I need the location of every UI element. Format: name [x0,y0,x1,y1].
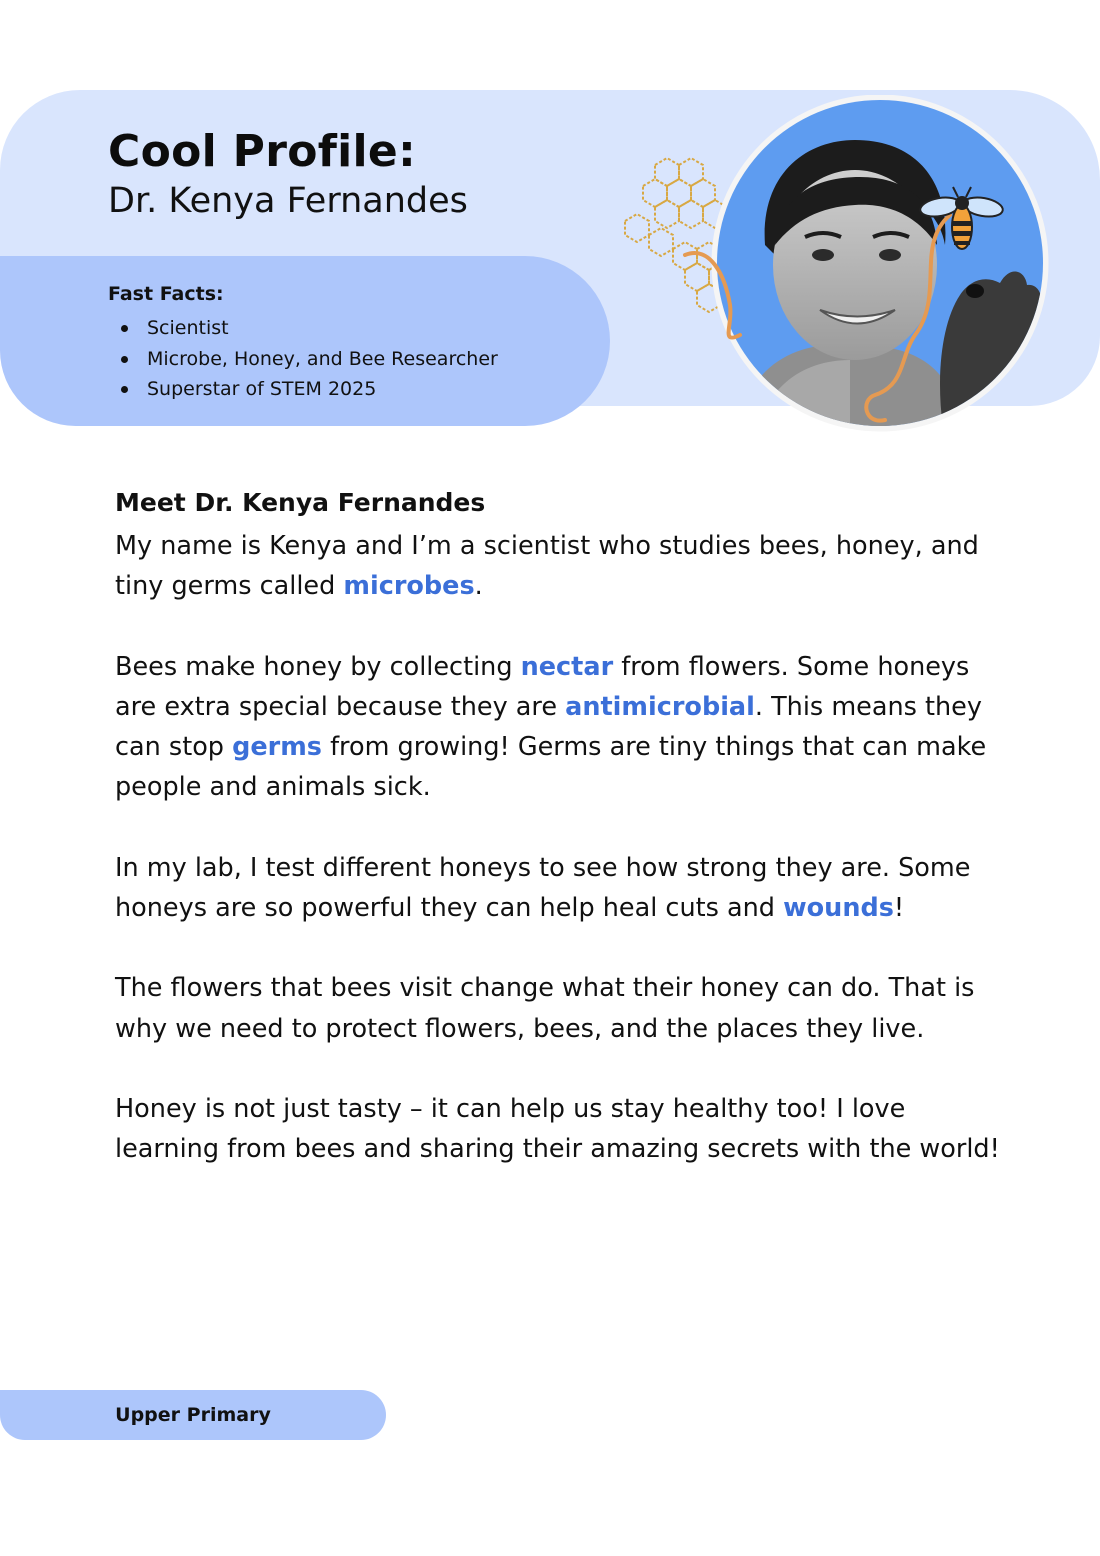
fast-fact-text: Scientist [147,317,229,339]
keyword-microbes: microbes [343,571,475,602]
text: ! [893,893,905,924]
profile-name: Dr. Kenya Fernandes [108,181,468,221]
fast-fact-text: Microbe, Honey, and Bee Researcher [147,347,498,370]
text: . This means they can stop [115,691,982,763]
paragraph-intro [115,526,1015,607]
keyword-germs: germs [232,732,322,763]
fast-fact-item [121,313,498,344]
fast-fact-text: Superstar of STEM 2025 [147,378,377,400]
text: My name is Kenya and I’m a scientist who studies bees, honey, and tiny germs called [115,531,979,602]
text: from flowers. Some honeys are extra special because they are [115,651,970,722]
text: from growing! Germs are tiny things that can make people and animals sick. [115,732,987,803]
section-heading: Meet Dr. Kenya Fernandes [115,488,486,517]
keyword-antimicrobial: antimicrobial [565,691,755,722]
paragraph-closing: Honey is not just tasty – it can help us stay healthy too! I love learning from bees and sharing their amazing secrets with the world! [115,1093,1000,1165]
page-title: Cool Profile: [108,126,416,177]
bullet-icon [121,356,128,363]
fast-facts-title: Fast Facts: [108,283,224,305]
paragraph-honey [115,647,1015,808]
text: . [474,571,483,602]
bullet-icon [121,386,128,393]
paragraph-lab [115,848,1015,929]
paragraph-flowers: The flowers that bees visit change what their honey can do. That is why we need to protect flowers, bees, and the places they live. [115,973,975,1044]
profile-body [115,488,1015,1210]
level-label: Upper Primary [115,1404,271,1426]
fast-facts-list [121,313,498,405]
keyword-wounds: wounds [783,893,894,924]
level-badge [0,1390,386,1440]
bullet-icon [121,325,128,332]
text: Bees make honey by collecting [115,651,521,682]
profile-photo [615,95,1055,440]
fast-fact-item [121,374,498,405]
text: In my lab, I test different honeys to see how strong they are. Some honeys are so powerful they can help heal cuts and [115,852,971,924]
fast-fact-item [121,344,498,375]
keyword-nectar: nectar [520,651,614,682]
